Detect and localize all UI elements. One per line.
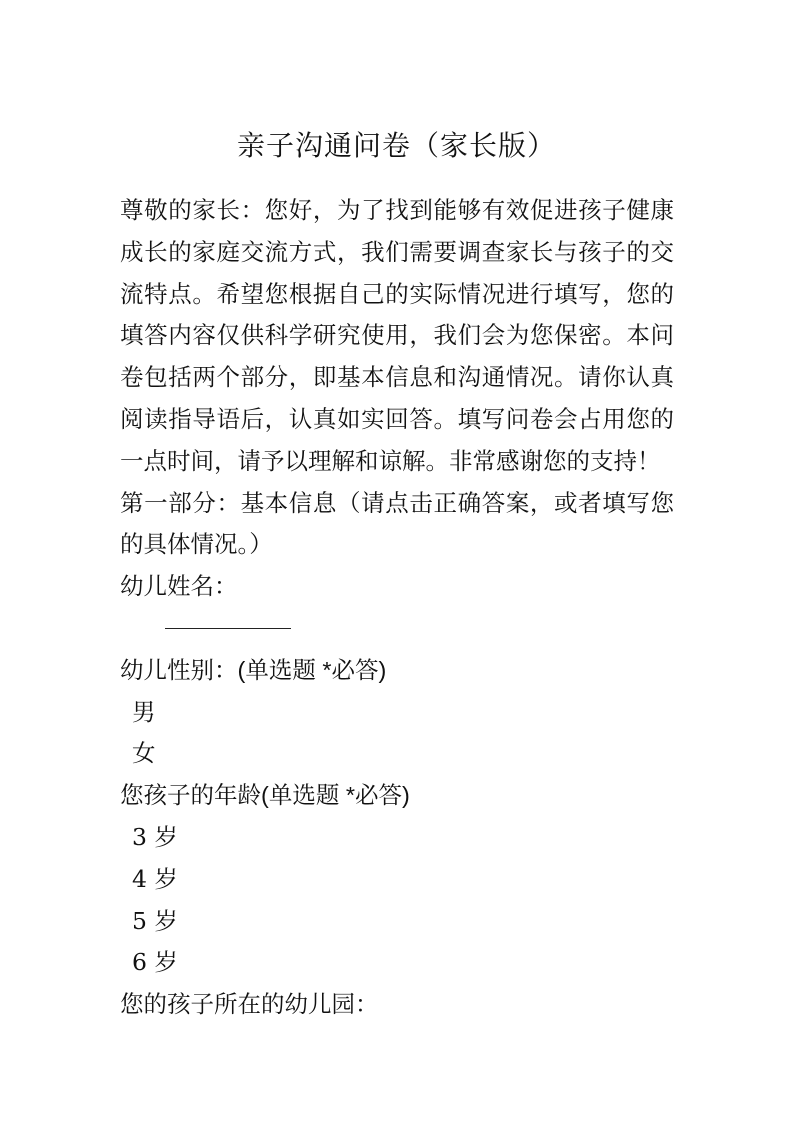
child-name-input[interactable] xyxy=(120,608,674,650)
option-male[interactable]: 男 xyxy=(132,697,156,726)
question-kindergarten: 您的孩子所在的幼儿园： xyxy=(120,990,379,1019)
option-female[interactable]: 女 xyxy=(132,739,156,768)
intro-paragraph: 尊敬的家长：您好，为了找到能够有效促进孩子健康成长的家庭交流方式，我们需要调查家长与孩子的交流特点。希望您根据自己的实际情况进行填写，您的填答内容仅供科学研究使用，我们会为您保密。本问卷包括两个部分，即基本信息和沟通情况。请你认真阅读指导语后，认真如实回答。填写问卷会占用您的一点时间，请予以理解和谅解。非常感谢您的支持！ xyxy=(120,196,674,475)
question-child-age xyxy=(120,775,674,817)
question-child-gender xyxy=(120,650,674,692)
option-age-3[interactable]: 3 岁 xyxy=(132,822,178,851)
document-body xyxy=(120,190,674,1026)
question-child-name: 幼儿姓名： xyxy=(120,572,238,601)
question-label: 幼儿性别： xyxy=(120,655,238,684)
option-age-5[interactable]: 5 岁 xyxy=(132,906,178,935)
question-label: 您孩子的年龄 xyxy=(120,781,261,810)
option-age-4[interactable]: 4 岁 xyxy=(132,864,178,893)
fill-in-line xyxy=(165,628,291,629)
document-title: 亲子沟通问卷（家长版） xyxy=(236,129,556,162)
option-age-6[interactable]: 6 岁 xyxy=(132,948,178,977)
question-note: (单选题 *必答) xyxy=(261,782,410,809)
question-note: (单选题 *必答) xyxy=(237,656,387,683)
section-heading: 第一部分：基本信息（请点击正确答案，或者填写您的具体情况。） xyxy=(120,488,674,559)
